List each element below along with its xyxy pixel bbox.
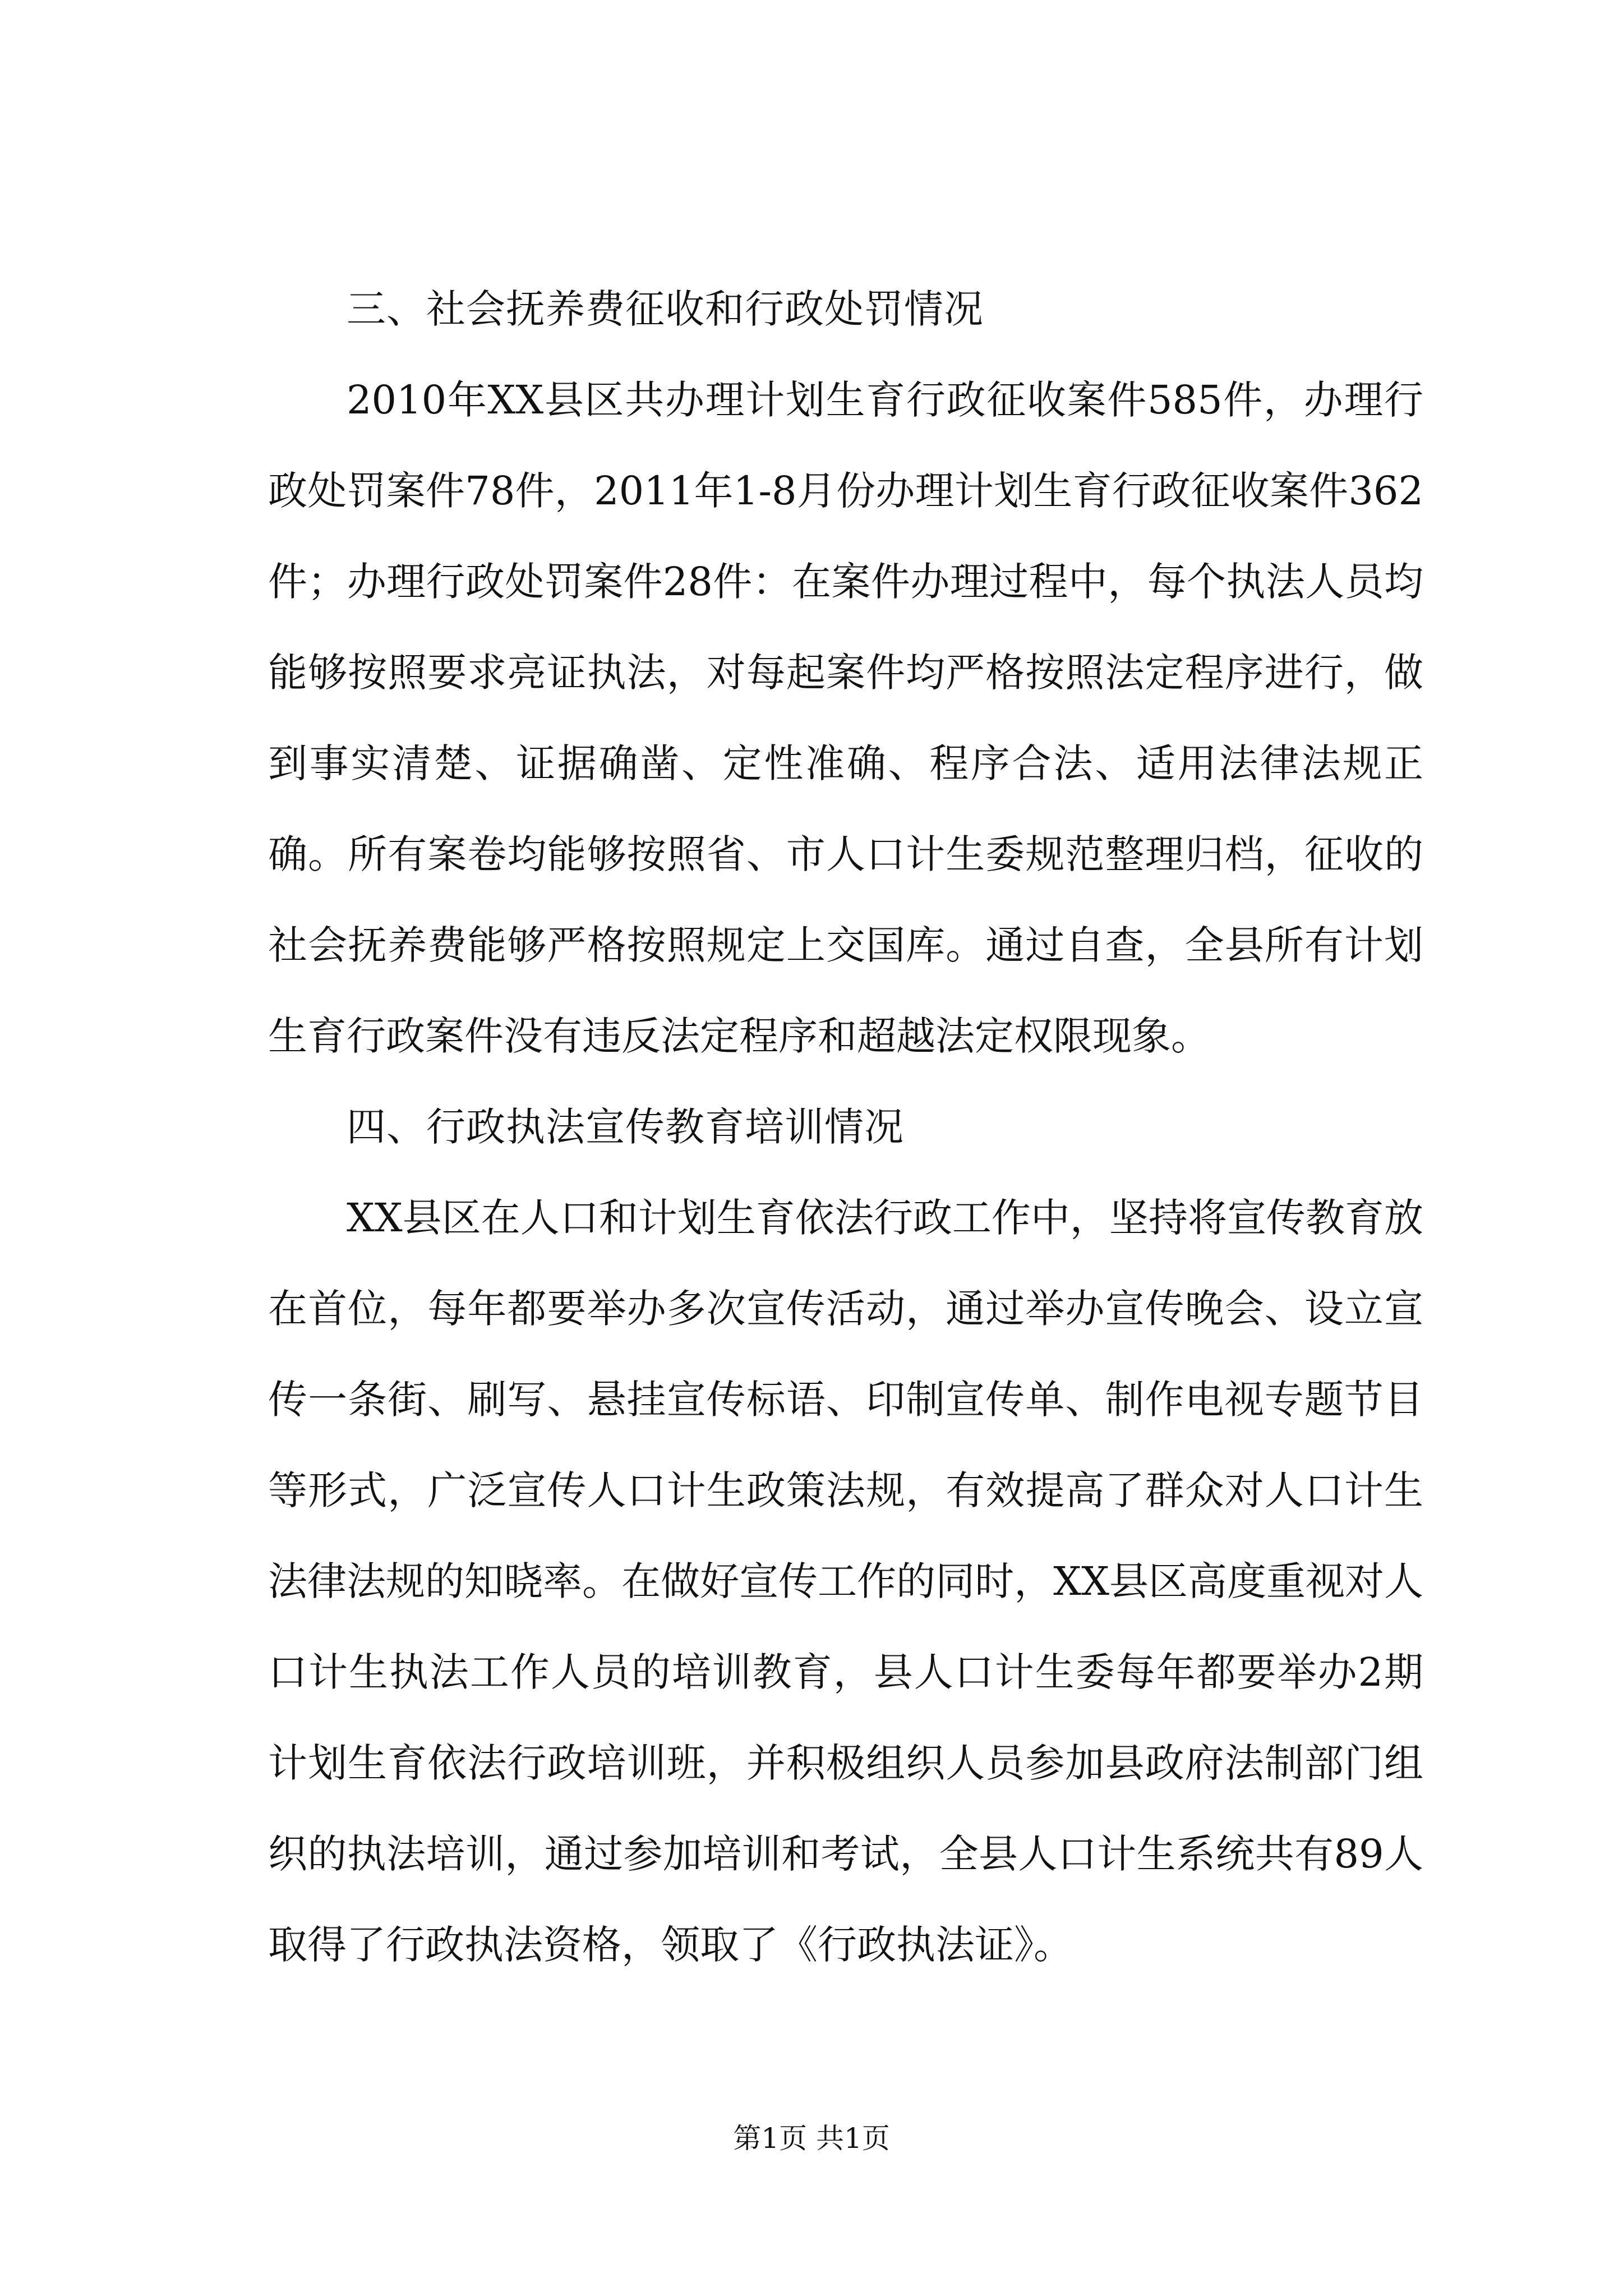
section-paragraph-3: 2010年XX县区共办理计划生育行政征收案件585件，办理行政处罚案件78件，2011年1-8月份办理计划生育行政征收案件362件；办理行政处罚案件28件：在案件办理过程中，每个执法人员均能够按照要求亮证执法，对每起案件均严格按照法定程序进行，做到事实清楚、证据确凿、定性准确、程序合法、适用法律法规正确。所有案卷均能够按照省、市人口计生委规范整理归档，征收的社会抚养费能够严格按照规定上交国库。通过自查，全县所有计划生育行政案件没有违反法定程序和超越法定权限现象。 — [268, 377, 1423, 1059]
page-footer — [0, 2122, 1623, 2155]
document-body — [268, 264, 1423, 1990]
page-number-label: 第1页 共1页 — [733, 2122, 890, 2155]
section-heading-4: 四、行政执法宣传教育培训情况 — [347, 1104, 904, 1150]
section-paragraph-4: XX县区在人口和计划生育依法行政工作中，坚持将宣传教育放在首位，每年都要举办多次宣传活动，通过举办宣传晚会、设立宣传一条街、刷写、悬挂宣传标语、印制宣传单、制作电视专题节目等形式，广泛宣传人口计生政策法规，有效提高了群众对人口计生法律法规的知晓率。在做好宣传工作的同时，XX县区高度重视对人口计生执法工作人员的培训教育，县人口计生委每年都要举办2期计划生育依法行政培训班，并积极组织人员参加县政府法制部门组织的执法培训，通过参加培训和考试，全县人口计生系统共有89人取得了行政执法资格，领取了《行政执法证》。 — [268, 1195, 1423, 1968]
section-heading-3: 三、社会抚养费征收和行政处罚情况 — [347, 286, 984, 332]
